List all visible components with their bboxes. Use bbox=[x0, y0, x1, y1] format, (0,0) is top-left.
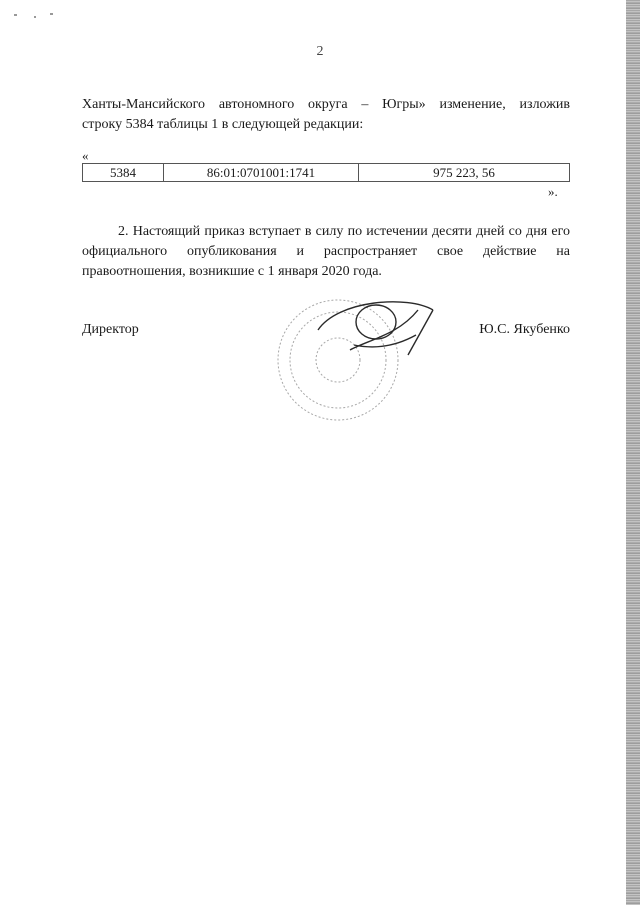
table-cell-cadastral-value: 975 223, 56 bbox=[359, 164, 570, 182]
scan-speck bbox=[34, 16, 36, 18]
official-seal-and-signature bbox=[258, 290, 448, 425]
paragraph-line: строку 5384 таблицы 1 в следующей редакции: bbox=[82, 117, 364, 132]
scan-speck bbox=[50, 13, 53, 15]
paragraph-line: Ханты-Мансийского автономного округа – Югры» изменение, изложив bbox=[82, 97, 570, 112]
signer-title: Директор bbox=[82, 322, 139, 337]
scan-speck bbox=[14, 14, 17, 16]
signer-name: Ю.С. Якубенко bbox=[479, 322, 570, 337]
quote-open-mark: « bbox=[82, 148, 89, 163]
paragraph-effective-date: 2. Настоящий приказ вступает в силу по истечении десяти дней со дня его официального опубликования и распространяет свое действие на правоотношения, возникшие с 1 января 2020 года. bbox=[82, 224, 570, 279]
table-cell-row-number: 5384 bbox=[83, 164, 164, 182]
table-cell-cadastral-number: 86:01:0701001:1741 bbox=[164, 164, 359, 182]
quote-close-mark: ». bbox=[548, 184, 558, 199]
amendment-table bbox=[82, 163, 570, 182]
page-number: 2 bbox=[316, 44, 324, 59]
paragraph-amendment-intro bbox=[82, 95, 570, 135]
scan-edge-artifact bbox=[626, 0, 640, 905]
table-row bbox=[83, 164, 570, 182]
